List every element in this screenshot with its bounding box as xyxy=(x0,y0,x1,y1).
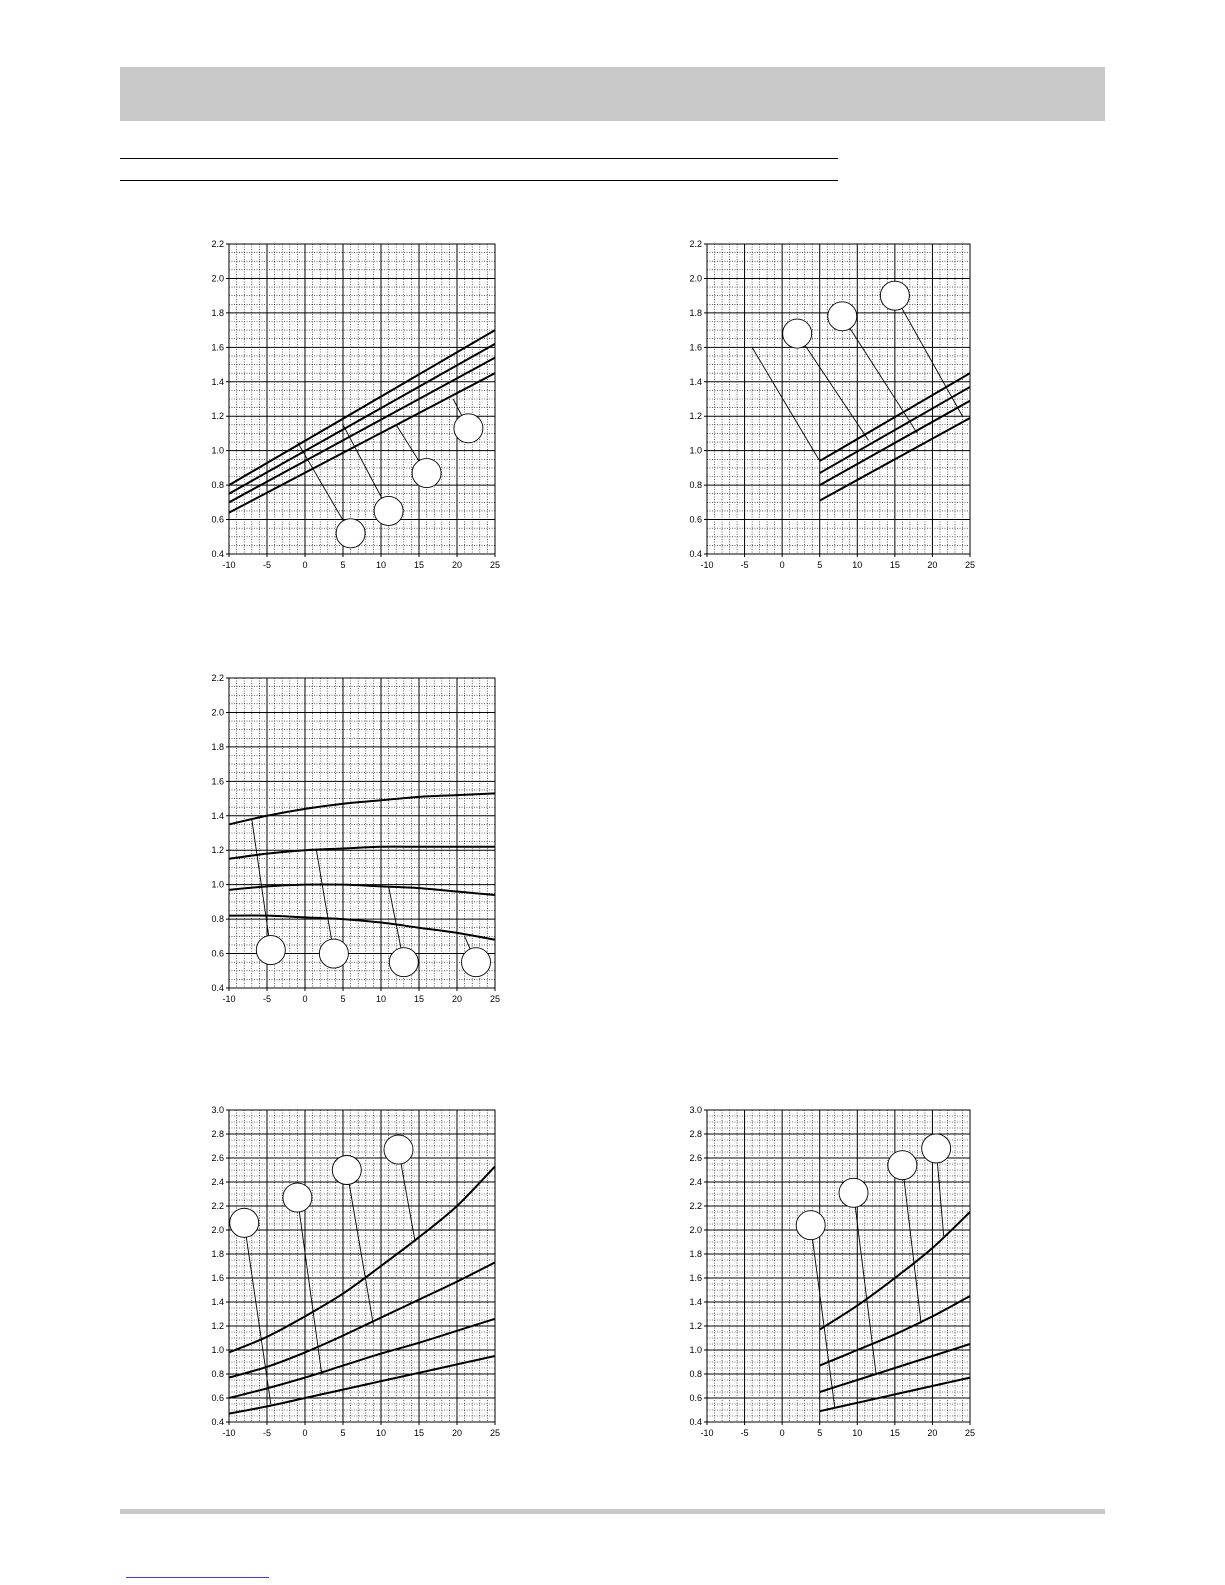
callout-bubble xyxy=(336,519,365,548)
callout-leader xyxy=(797,334,868,441)
callout-bubble xyxy=(389,948,418,977)
x-tick-label: 15 xyxy=(413,560,425,570)
y-tick-label: 2.6 xyxy=(689,1153,702,1163)
x-tick-label: 20 xyxy=(451,1428,463,1438)
series-line-1 xyxy=(229,330,495,485)
x-tick-label: 20 xyxy=(927,1428,938,1438)
callout-bubble xyxy=(283,1183,312,1212)
chart-4 xyxy=(200,1102,510,1447)
x-tick-label: 10 xyxy=(375,994,387,1004)
series-line-4 xyxy=(229,373,495,512)
x-tick-label: -10 xyxy=(700,1428,714,1438)
y-tick-label: 1.8 xyxy=(211,1249,224,1259)
series-line-2 xyxy=(229,344,495,494)
callout-leader xyxy=(902,1165,921,1323)
x-tick-label: 5 xyxy=(817,560,823,570)
y-tick-label: 0.6 xyxy=(689,514,702,525)
x-tick-label: 10 xyxy=(375,560,387,570)
callout-bubble xyxy=(332,1156,361,1185)
x-tick-label: 25 xyxy=(489,1428,501,1438)
y-tick-label: 1.6 xyxy=(211,342,224,353)
y-tick-label: 2.4 xyxy=(211,1177,224,1187)
y-tick-label: 1.4 xyxy=(211,1297,224,1307)
x-tick-label: 10 xyxy=(375,1428,387,1438)
y-tick-label: 2.2 xyxy=(211,673,224,683)
y-tick-label: 1.8 xyxy=(689,307,702,318)
y-tick-label: 0.8 xyxy=(211,914,224,925)
y-tick-label: 2.2 xyxy=(211,239,224,249)
x-tick-label: 0 xyxy=(779,560,785,570)
callout-bubble xyxy=(796,1211,825,1240)
x-tick-label: 25 xyxy=(964,560,976,570)
y-tick-label: 1.4 xyxy=(689,376,702,387)
x-tick-label: 25 xyxy=(964,1428,976,1438)
footer-link-underline[interactable] xyxy=(126,1577,269,1578)
x-tick-label: -10 xyxy=(222,994,236,1004)
y-tick-label: 1.0 xyxy=(211,879,224,890)
y-tick-label: 2.0 xyxy=(689,273,702,284)
x-tick-label: 20 xyxy=(451,560,463,570)
x-tick-label: -5 xyxy=(262,994,272,1004)
callout-bubble xyxy=(462,948,491,977)
x-tick-label: 15 xyxy=(413,1428,425,1438)
series-line-1 xyxy=(229,793,495,824)
y-tick-label: 1.4 xyxy=(211,376,224,387)
y-tick-label: 0.8 xyxy=(211,480,224,491)
y-tick-label: 2.4 xyxy=(689,1177,702,1187)
x-tick-label: 15 xyxy=(889,1428,900,1438)
callout-bubble xyxy=(888,1151,917,1180)
y-tick-label: 0.6 xyxy=(689,1393,702,1403)
chart-3 xyxy=(200,670,510,1012)
rule-bottom xyxy=(120,180,838,181)
header-bar xyxy=(120,67,1105,121)
y-tick-label: 0.4 xyxy=(689,549,702,559)
y-tick-label: 1.6 xyxy=(689,1273,702,1283)
y-tick-label: 0.6 xyxy=(211,514,224,525)
x-tick-label: 0 xyxy=(302,994,308,1004)
y-tick-label: 1.8 xyxy=(211,307,224,318)
y-tick-label: 0.8 xyxy=(689,1369,702,1379)
x-tick-label: 25 xyxy=(489,560,501,570)
x-tick-label: -5 xyxy=(740,560,749,570)
y-tick-label: 0.4 xyxy=(211,1417,224,1427)
x-tick-label: 0 xyxy=(302,560,308,570)
x-tick-label: 15 xyxy=(413,994,425,1004)
callout-bubble xyxy=(839,1178,868,1207)
x-tick-label: 0 xyxy=(779,1428,785,1438)
x-tick-label: 0 xyxy=(302,1428,308,1438)
y-tick-label: 2.2 xyxy=(211,1201,224,1211)
y-tick-label: 0.4 xyxy=(211,549,224,559)
y-tick-label: 1.0 xyxy=(689,445,702,456)
chart-2 xyxy=(678,236,988,576)
y-tick-label: 1.4 xyxy=(211,810,224,821)
series-line-2 xyxy=(229,847,495,859)
x-tick-label: -5 xyxy=(740,1428,749,1438)
x-tick-label: -5 xyxy=(262,1428,272,1438)
x-tick-label: -10 xyxy=(700,560,714,570)
x-tick-label: -10 xyxy=(222,1428,236,1438)
x-tick-label: 5 xyxy=(340,1428,346,1438)
y-tick-label: 2.2 xyxy=(689,239,702,249)
y-tick-label: 1.2 xyxy=(211,1321,224,1331)
y-tick-label: 1.2 xyxy=(689,411,702,422)
x-tick-label: 20 xyxy=(927,560,938,570)
rule-top xyxy=(120,158,838,159)
y-tick-label: 2.0 xyxy=(211,273,224,284)
series-line-4 xyxy=(229,1356,495,1414)
x-tick-label: 5 xyxy=(340,994,346,1004)
y-tick-label: 1.8 xyxy=(211,741,224,752)
chart-1 xyxy=(200,236,510,576)
plot-frame xyxy=(707,244,970,554)
y-tick-label: 0.8 xyxy=(211,1369,224,1379)
x-tick-label: 5 xyxy=(340,560,346,570)
y-tick-label: 2.6 xyxy=(211,1153,224,1163)
callout-bubble xyxy=(783,319,812,348)
callout-bubble xyxy=(230,1208,259,1237)
callout-bubble xyxy=(374,496,403,525)
y-tick-label: 1.6 xyxy=(211,1273,224,1283)
x-tick-label: 10 xyxy=(852,1428,863,1438)
y-tick-label: 1.2 xyxy=(689,1321,702,1331)
callout-bubble xyxy=(828,302,857,331)
y-tick-label: 1.6 xyxy=(211,776,224,787)
x-tick-label: 10 xyxy=(852,560,863,570)
y-tick-label: 2.8 xyxy=(689,1129,702,1139)
x-tick-label: 15 xyxy=(889,560,900,570)
chart-5 xyxy=(678,1102,988,1447)
y-tick-label: 2.0 xyxy=(689,1225,702,1235)
x-tick-label: 20 xyxy=(451,994,463,1004)
y-tick-label: 0.4 xyxy=(211,983,224,993)
y-tick-label: 2.8 xyxy=(211,1129,224,1139)
y-tick-label: 1.0 xyxy=(689,1345,702,1355)
y-tick-label: 1.8 xyxy=(689,1249,702,1259)
callout-bubble xyxy=(880,281,909,310)
callout-bubble xyxy=(256,936,285,965)
y-tick-label: 0.4 xyxy=(689,1417,702,1427)
x-tick-label: 5 xyxy=(817,1428,823,1438)
footer-bar xyxy=(120,1509,1105,1514)
y-tick-label: 1.2 xyxy=(211,411,224,422)
y-tick-label: 2.0 xyxy=(211,707,224,718)
y-tick-label: 1.6 xyxy=(689,342,702,353)
y-tick-label: 0.6 xyxy=(211,948,224,959)
y-tick-label: 1.2 xyxy=(211,845,224,856)
x-tick-label: 25 xyxy=(489,994,501,1004)
y-tick-label: 1.4 xyxy=(689,1297,702,1307)
callout-bubble xyxy=(922,1134,951,1163)
y-tick-label: 1.0 xyxy=(211,445,224,456)
y-tick-label: 3.0 xyxy=(689,1105,702,1115)
y-tick-label: 1.0 xyxy=(211,1345,224,1355)
callout-bubble xyxy=(319,939,348,968)
y-tick-label: 2.0 xyxy=(211,1225,224,1235)
x-tick-label: -5 xyxy=(262,560,272,570)
callout-bubble xyxy=(384,1135,413,1164)
callout-bubble xyxy=(412,459,441,488)
y-tick-label: 3.0 xyxy=(211,1105,224,1115)
y-tick-label: 0.6 xyxy=(211,1393,224,1403)
x-tick-label: -10 xyxy=(222,560,236,570)
y-tick-label: 2.2 xyxy=(689,1201,702,1211)
callout-bubble xyxy=(454,414,483,443)
y-tick-label: 0.8 xyxy=(689,480,702,491)
